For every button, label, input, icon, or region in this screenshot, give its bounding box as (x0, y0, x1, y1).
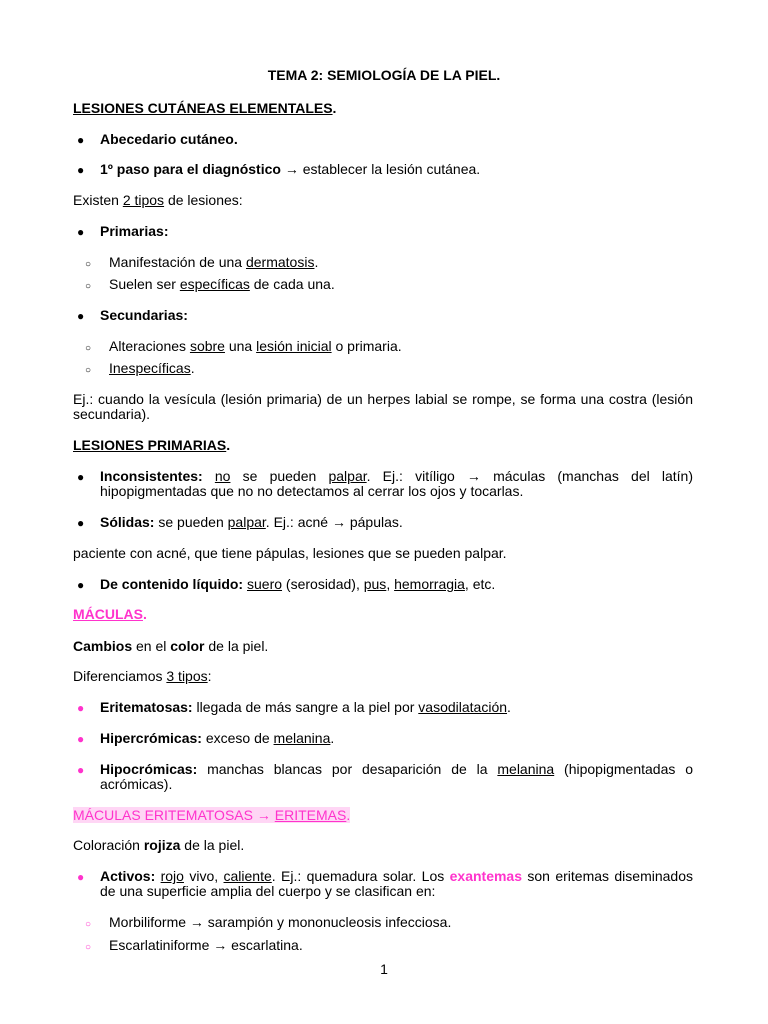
section-heading-lesiones-primarias: LESIONES PRIMARIAS. (73, 437, 231, 453)
circle-bullet-icon: ○ (85, 343, 92, 354)
bullet-icon: ● (77, 763, 85, 777)
bullet-icon: ● (77, 870, 85, 884)
bullet-icon: ● (77, 163, 85, 177)
bullet-icon: ● (77, 516, 85, 530)
list-item: Inconsistentes: no se pueden palpar. Ej.: vitíligo → máculas (manchas del latín) hipopigmentadas que no no detectamos al cerrar los ojos y tocarlas. (100, 468, 694, 499)
circle-bullet-icon: ○ (85, 281, 92, 292)
circle-bullet-icon: ○ (85, 942, 92, 953)
list-item: Sólidas: se pueden palpar. Ej.: acné → pápulas. (100, 514, 403, 530)
paragraph: Existen 2 tipos de lesiones: (73, 192, 243, 208)
list-item: De contenido líquido: suero (serosidad), pus, hemorragia, etc. (100, 576, 496, 592)
sub-list-item: Escarlatiniforme → escarlatina. (109, 937, 303, 953)
sub-list-item: Suelen ser específicas de cada una. (109, 276, 335, 292)
sub-list-item: Morbiliforme → sarampión y mononucleosis infecciosa. (109, 914, 452, 930)
paragraph: paciente con acné, que tiene pápulas, lesiones que se pueden palpar. (73, 545, 507, 561)
list-item: Activos: rojo vivo, caliente. Ej.: quemadura solar. Los exantemas son eritemas diseminados de una superficie amplia del cuerpo y se clasifican en: (100, 868, 693, 899)
list-item: Eritematosas: llegada de más sangre a la piel por vasodilatación. (100, 699, 511, 715)
list-item: Hipercrómicas: exceso de melanina. (100, 730, 335, 746)
sub-list-item: Inespecíficas. (109, 360, 195, 376)
section-heading-lesiones-cutaneas: LESIONES CUTÁNEAS ELEMENTALES. (73, 100, 337, 116)
bullet-icon: ● (77, 578, 85, 592)
bullet-icon: ● (77, 225, 85, 239)
page-title: TEMA 2: SEMIOLOGÍA DE LA PIEL. (267, 67, 501, 83)
paragraph: Diferenciamos 3 tipos: (73, 668, 212, 684)
bullet-icon: ● (77, 470, 85, 484)
bullet-icon: ● (77, 309, 85, 323)
paragraph: Coloración rojiza de la piel. (73, 837, 245, 853)
paragraph: Cambios en el color de la piel. (73, 638, 269, 654)
list-item: Secundarias: (100, 307, 188, 323)
section-heading-maculas: MÁCULAS. (73, 606, 147, 622)
circle-bullet-icon: ○ (85, 365, 92, 376)
list-item: Primarias: (100, 223, 169, 239)
sub-list-item: Alteraciones sobre una lesión inicial o primaria. (109, 338, 402, 354)
circle-bullet-icon: ○ (85, 259, 92, 270)
page-number: 1 (380, 961, 388, 977)
paragraph: Ej.: cuando la vesícula (lesión primaria) de un herpes labial se rompe, se forma una costra (lesión secundaria). (73, 391, 693, 422)
section-heading-maculas-eritematosas: MÁCULAS ERITEMATOSAS → ERITEMAS. (73, 807, 351, 823)
bullet-icon: ● (77, 732, 85, 746)
sub-list-item: Manifestación de una dermatosis. (109, 254, 319, 270)
bullet-icon: ● (77, 133, 85, 147)
circle-bullet-icon: ○ (85, 919, 92, 930)
list-item: 1º paso para el diagnóstico → establecer la lesión cutánea. (100, 161, 481, 177)
list-item: Abecedario cutáneo. (100, 131, 238, 147)
list-item: Hipocrómicas: manchas blancas por desaparición de la melanina (hipopigmentadas o acrómicas). (100, 761, 693, 792)
bullet-icon: ● (77, 701, 85, 715)
